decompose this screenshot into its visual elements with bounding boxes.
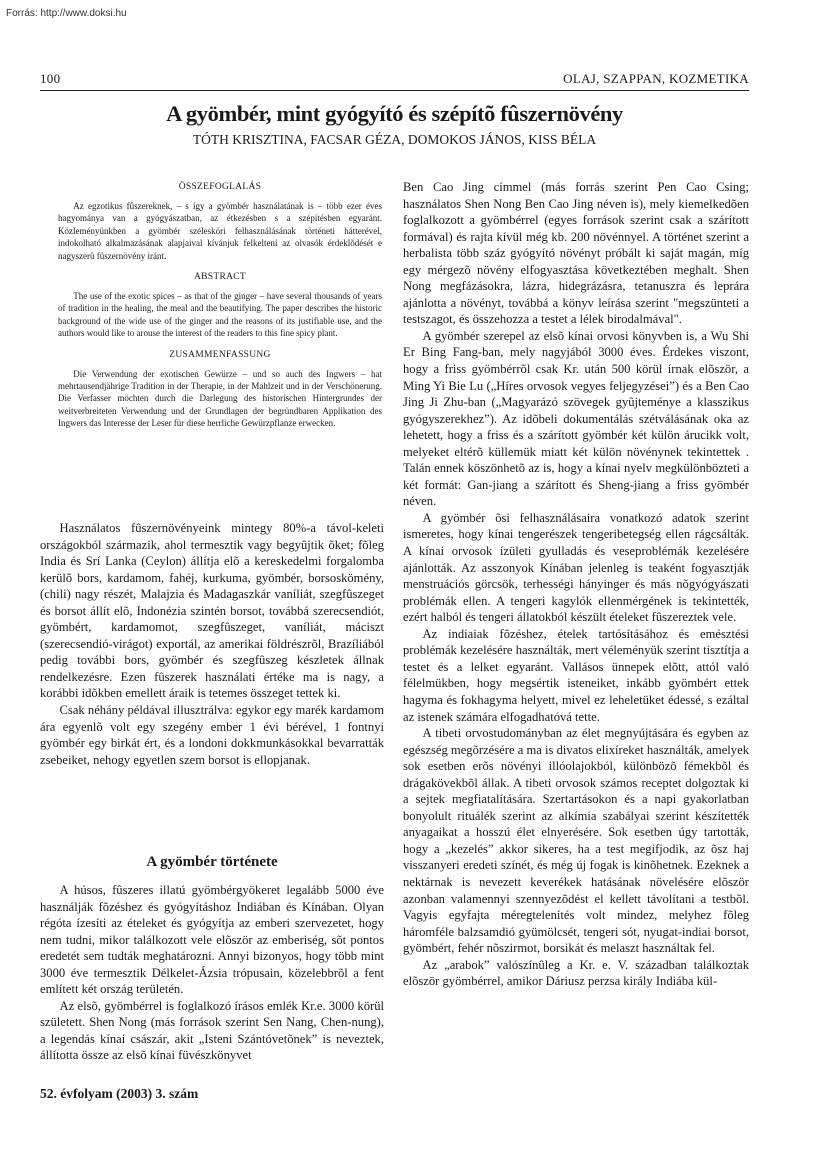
journal-section: OLAJ, SZAPPAN, KOZMETIKA bbox=[563, 71, 749, 86]
paragraph: Csak néhány példával illusztrálva: egykor egy marék kardamom ára egyenlõ volt egy szegény ember 1 évi bérével, 1 fontnyi gyömbér egy birkát ért, és a londoni dokkmunkásokkal bevarratták zsebeiket, nehogy egyetlen szem borsot is ellopjanak. bbox=[40, 703, 384, 767]
paragraph: A tibeti orvostudományban az élet megnyújtására és egyben az egészség megõrzésére a ma is divatos elixíreket használták, amelyek sok esetben erõs növényi illóolajokból, különbözõ fémekbõl és drágakövekbõl állak. A tibeti orvosok számos receptet dolgoztak ki a sejtek megfiatalítására. Szertartásokon és a napi gyakorlatban bonyolult rituálék szerint az alkímia szabályai szerint készítették anyagaikat a hosszú élet elnyerésére. Sok esetben úgy tartották, hogy a „kezelés” akkor sikeres, ha a test megifjodik, az õsz haj visszanyeri eredeti színét, és még új fogak is kinõhetnek. Ezeknek a nektárnak is nevezett keverékek hatásának növelésére elõször azonban valamennyi szennyezõdést el kellett távolítani a testbõl. Vagyis egyfajta méregtelenítés volt mindez, melyhez fõleg háromféle balzsamdió gyümölcsét, tengeri sót, nyugat-indiai borsot, gyömbért, fehér nõszirmot, borsikát és melaszt használtak fel. bbox=[403, 726, 749, 956]
abstract-en-heading: ABSTRACT bbox=[193, 272, 247, 283]
abstract-de-text: Die Verwendung der exotischen Gewürze – und so auch des Ingwers – hat mehrtausendjährige Tradition in der Therapie, in der Mahlzeit und in der Verschönerung. Die Verfasser möchten durch die Darlegung des historischen Hintergrundes der weitverbreiteten Verwendung und der Grundlagen der begründbaren Applikation des Ingwers das Interesse der Leser für diese herrliche Gewürzpflanze erwecken. bbox=[58, 368, 382, 429]
abstract-en-text: The use of the exotic spices – as that of the ginger – have several thousands of years of tradition in the healing, the meal and the beautifying. The paper describes the historic background of the wide use of the ginger and the reasons of its justifiable use, and the authors would like to arouse the interest of the readers to this fine spicy plant. bbox=[58, 291, 382, 339]
left-column-intro bbox=[40, 520, 384, 768]
issue-footer: 52. évfolyam (2003) 3. szám bbox=[40, 1086, 199, 1101]
article-authors: TÓTH KRISZTINA, FACSAR GÉZA, DOMOKOS JÁNOS, KISS BÉLA bbox=[192, 132, 597, 147]
left-column-history bbox=[40, 882, 384, 1064]
header-rule bbox=[40, 90, 749, 91]
section-heading: A gyömbér története bbox=[146, 854, 278, 870]
abstract-hu-heading: ÖSSZEFOGLALÁS bbox=[178, 182, 262, 192]
abstract-hu-text: Az egzotikus fûszereknek, – s így a gyömbér használatának is – több ezer éves hagyománya van a gyógyászatban, az étkezésben s a szépítésben egyaránt. Közleményünkben a gyömbér szélesköri felhasználásának történeti hátterével, indokolható alkalmazásának alapjaival kívánjuk felkelteni az olvasók érdeklõdését e nagyszerû fûszernövény iránt. bbox=[58, 201, 382, 261]
right-column bbox=[403, 179, 749, 990]
abstracts-block bbox=[58, 180, 382, 438]
paragraph: A húsos, fûszeres illatú gyömbérgyökeret legalább 5000 éve használják fõzéshez és gyógyításhoz Indiában és Kínában. Olyan régóta ízesíti az ételeket és gyógyítja az emberi szervezetet, hogy nem tudni, mikor találkozott vele elõször az emberiség, sõt pontos eredetét sem tudták meghatározni. Annyi bizonyos, hogy több mint 3000 éve termesztik Délkelet-Ázsia trópusain, közelebbrõl a fent említett két ország területén. bbox=[40, 883, 384, 997]
running-header bbox=[40, 71, 749, 87]
page-number: 100 bbox=[40, 71, 61, 86]
abstract-de-heading: ZUSAMMENFASSUNG bbox=[169, 349, 271, 360]
source-note: Forrás: http://www.doksi.hu bbox=[6, 8, 127, 19]
paragraph: Ben Cao Jing címmel (más forrás szerint Pen Cao Csing; használatos Shen Nong Ben Cao Jing néven is), mely kiemelkedõen foglalkozott a gyömbérrel (egyes források szerint csak a szárított formával) és rajta kívül még kb. 200 növénnyel. A történet szerint a herbalista több száz gyógyító növényt próbált ki saját magán, míg egy mérgezõ növény elfogyasztása következtében meghalt. Shen Nong megfázásokra, lázra, hidegrázásra, tetanuszra és leprára ajánlotta a növényt, továbbá a könyv leírása szerint "megszünteti a testszagot, és összehozza a testet a lélek birodalmával". bbox=[403, 180, 749, 327]
paragraph: A gyömbér õsi felhasználásaira vonatkozó adatok szerint ismeretes, hogy kínai tengerészek tengeribetegség ellen rágcsálták. A kínai orvosok ízületi gyulladás és veseproblémák kezelésére ajánlották. Az asszonyok Kínában jelenleg is teaként fogyasztják menstruációs görcsök, terhességi hányinger és más nõgyógyászati problémák ellen. A tengeri kagylók ellenmérgének is tekintették, ezért halból és tengeri állatokból készült ételeket fûszereztek vele. bbox=[403, 510, 749, 625]
paragraph: Az „arabok” valószínûleg a Kr. e. V. században találkoztak elõször gyömbérrel, amikor Dáriusz perzsa király Indiába kül- bbox=[403, 957, 749, 989]
article-title: A gyömbér, mint gyógyító és szépítõ fûszernövény bbox=[166, 101, 623, 126]
paragraph: Az elsõ, gyömbérrel is foglalkozó írásos emlék Kr.e. 3000 körül született. Shen Nong (más források szerint Sen Nang, Chen-nung), a legendás kínai császár, akit „Isteni Szántóvetõnek” is neveztek, állította össze az elsõ kínai füvészkönyvet bbox=[40, 998, 384, 1063]
paragraph: Használatos fûszernövényeink mintegy 80%-a távol-keleti országokból származik, ahol termesztik vagy begyûjtik õket; fõleg India és Srí Lanka (Ceylon) állítja elõ a kereskedelmi forgalomba kerülõ bors, kardamom, fahéj, kurkuma, gyömbér, borsoskömény, (chili) nagy részét, Malajzia és Madagaszkár vaníliát, szegfûszeget és borsot állít elõ, Indonézia szintén borsot, továbbá szerecsendiót, gyömbért, kardamomot, szegfûszeget, vaníliát, máciszt (szerecsendió-virágot) exportál, az amerikai földrészrõl, Brazíliából pedig további bors, gyömbér és szegfûszeg készletek állnak rendelkezésre. Ezen fûszerek használati értéke ma is nagy, a korábbi idõkben emellett áraik is tetemes összeget tettek ki. bbox=[40, 521, 384, 701]
paragraph: A gyömbér szerepel az elsõ kínai orvosi könyvben is, a Wu Shi Er Bing Fang-ban, mely nagyjából 3000 éves. Érdekes viszont, hogy a friss gyömbérrõl csak Kr. után 500 körül írnak elõször, a Ming Yi Bie Lu („Híres orvosok vegyes feljegyzései”) és a Ben Cao Jing Ji Zhu-ban („Magyarázó szövegek gyûjteménye a klasszikus gyógyszerekhez”). Az idõbeli dokumentálás szétválásának oka az lehetett, hogy a friss és a szárított gyömbér két külön árucikk volt, melyeket eltérõ küllemük miatt két külön növénynek tekintettek . Talán ennek köszönhetõ az is, hogy a kínai nyelv megkülönbözteti a két formát: Gan-jiang a szárított és Sheng-jiang a friss gyömbér néven. bbox=[403, 328, 749, 509]
paragraph: Az indiaiak fõzéshez, ételek tartósításához és emésztési problémák kezelésére használták, mert véleményük szerint tisztítja a testet és a lelket egyaránt. Vallásos ünnepek elõtt, attól való félelmükben, hogy megsértik isteneiket, inkább gyömbért ettek hagyma és fokhagyma helyett, mivel ez leheletüket édessé, s ezáltal az istenek számára elfogadhatóvá tette. bbox=[403, 626, 749, 724]
